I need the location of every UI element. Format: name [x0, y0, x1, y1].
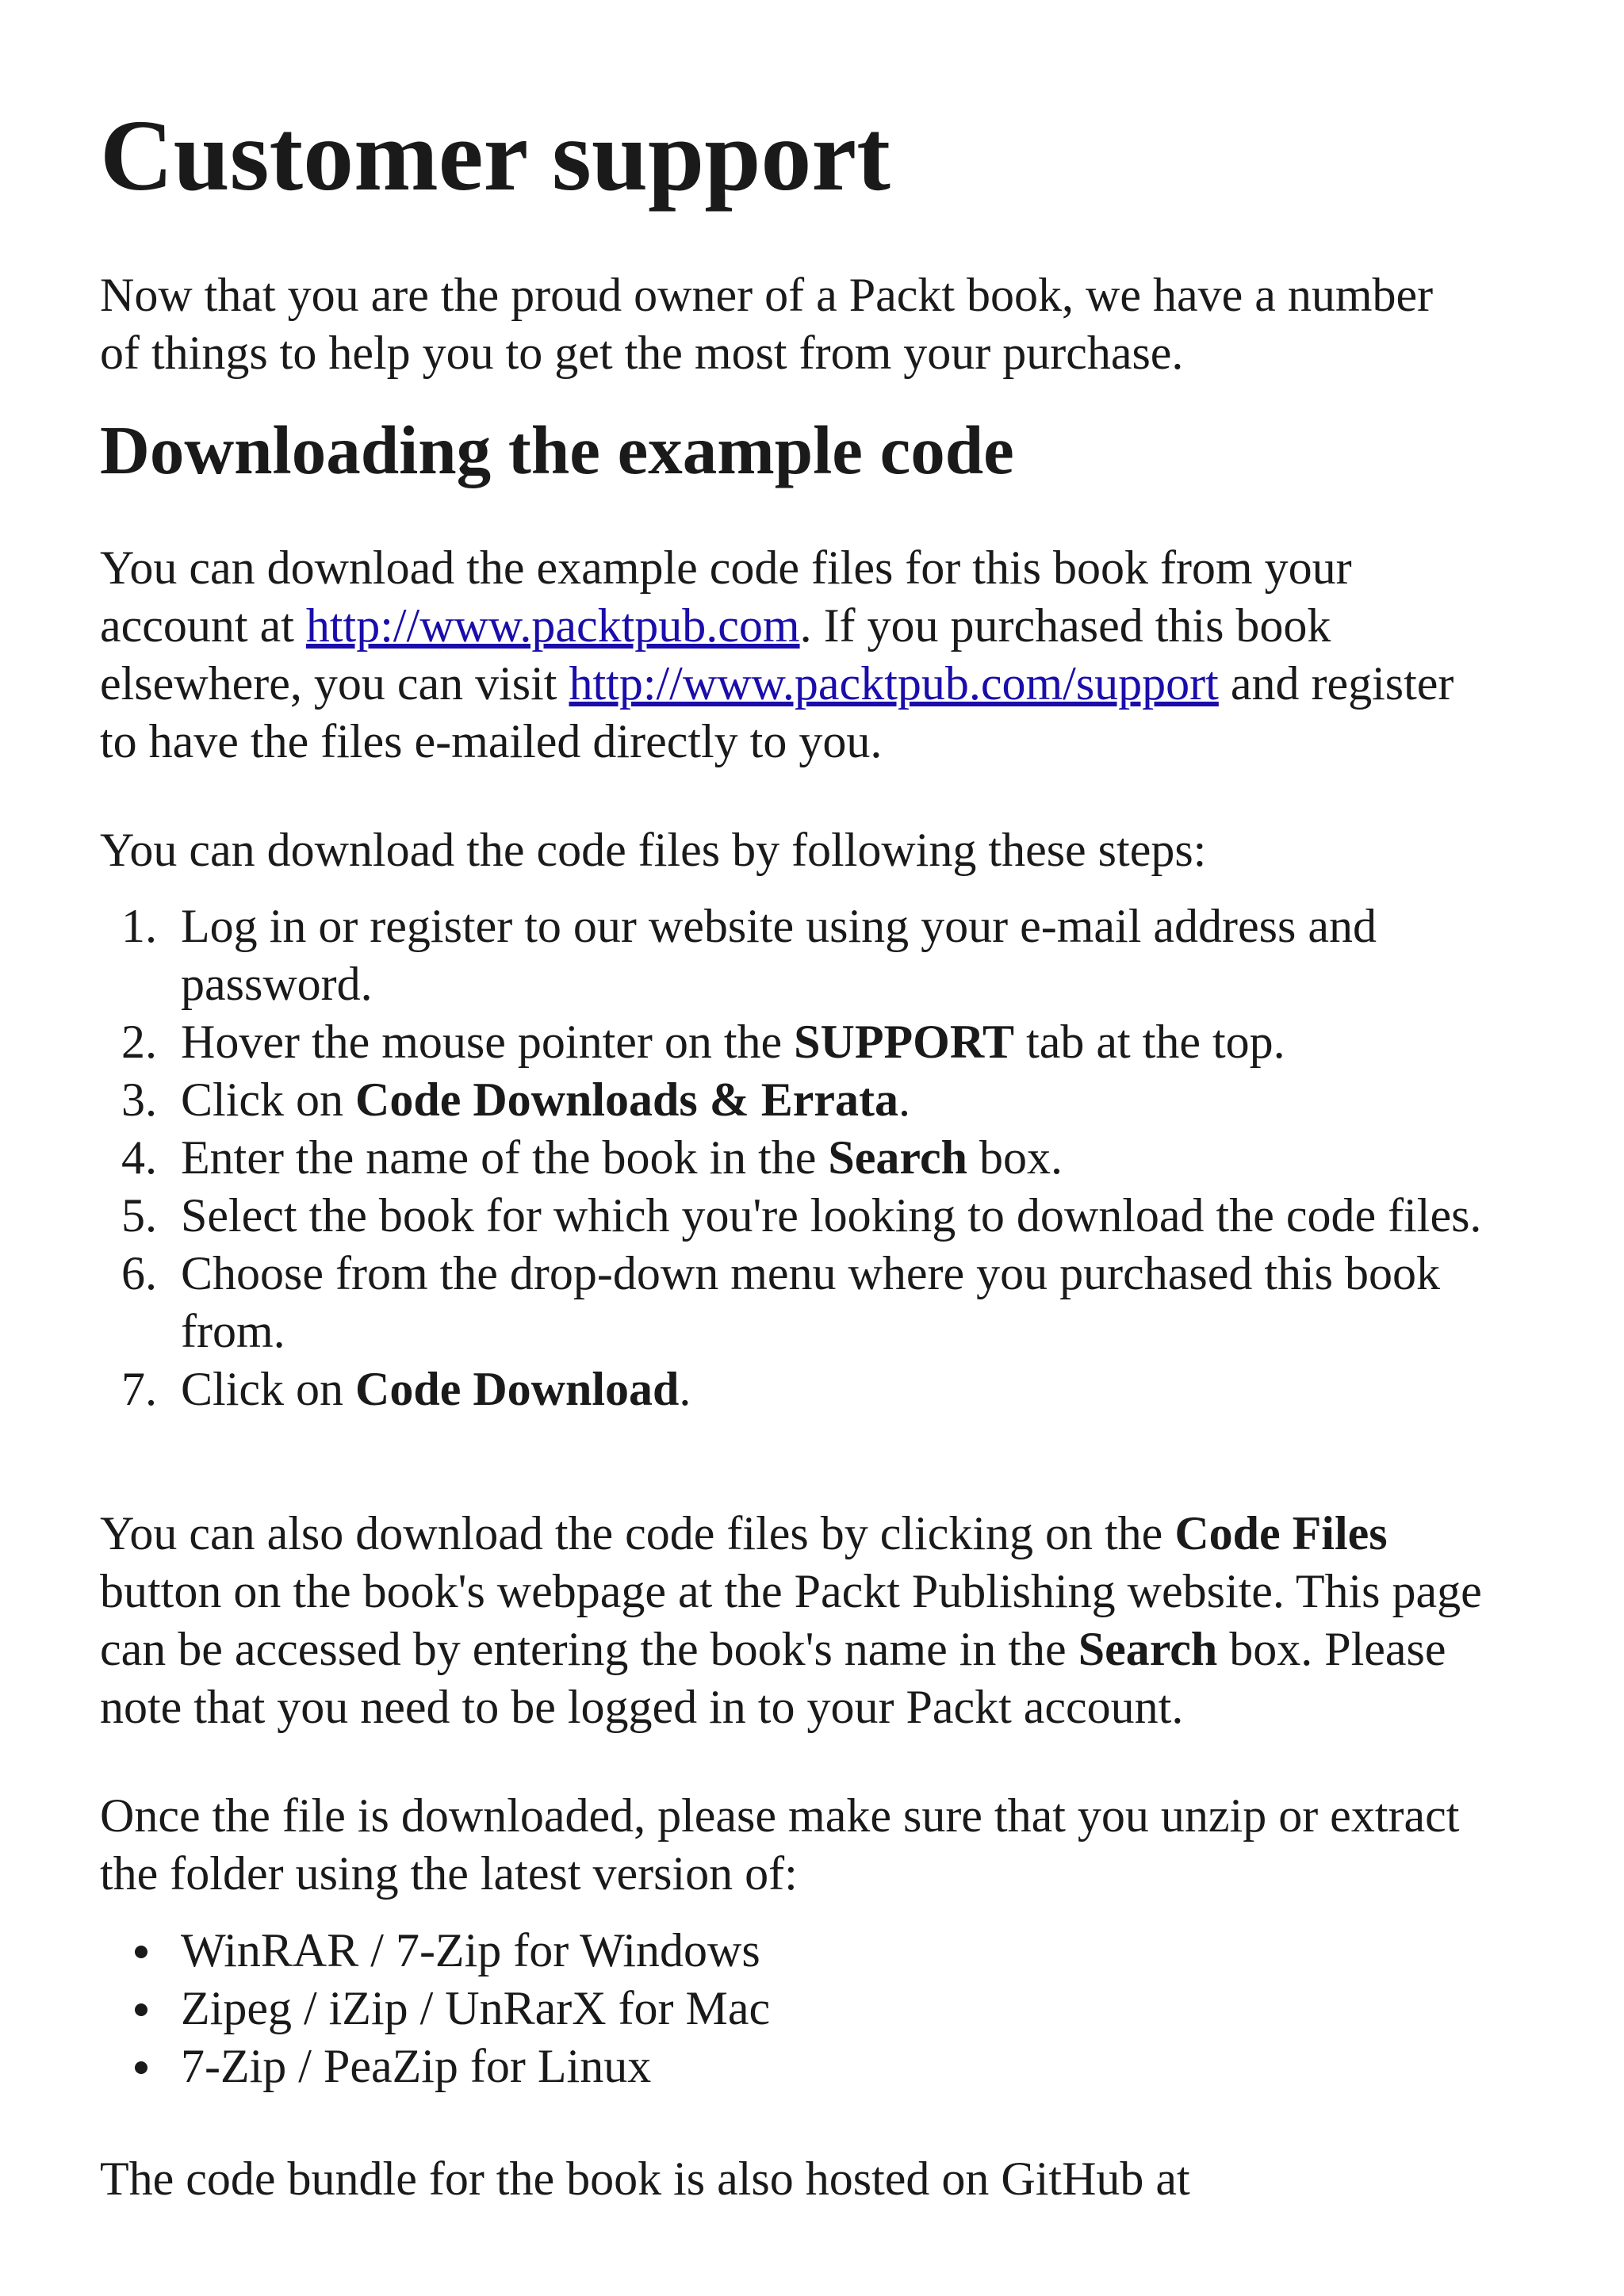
packtpub-support-link[interactable]: http://www.packtpub.com/support: [569, 657, 1219, 710]
step-number: 1.: [121, 900, 157, 952]
tools-list: [100, 1922, 770, 2095]
list-item: 7. Click on Code Download.: [100, 1360, 1481, 1418]
list-item: 1. Log in or register to our website using your e-mail address and password.: [100, 897, 1481, 1013]
intro-line: of things to help you to get the most from your purchase.: [100, 327, 1184, 379]
unzip-line: Once the file is downloaded, please make sure that you unzip or extract: [100, 1789, 1460, 1842]
list-item: 4. Enter the name of the book in the Search box.: [100, 1129, 1481, 1187]
intro-line: Now that you are the proud owner of a Packt book, we have a number: [100, 269, 1434, 321]
page-title: Customer support: [100, 99, 891, 212]
step-number: 5.: [121, 1189, 157, 1242]
download-line: elsewhere, you can visit http://www.packtpub.com/support and register: [100, 657, 1454, 710]
step-number: 7.: [121, 1363, 157, 1415]
code-files-line: note that you need to be logged in to your Packt account.: [100, 1681, 1184, 1733]
step-number: 4.: [121, 1131, 157, 1184]
steps-intro: You can download the code files by following these steps:: [100, 824, 1207, 876]
packtpub-link[interactable]: http://www.packtpub.com: [305, 599, 800, 652]
intro-paragraph: [100, 266, 1543, 382]
list-item: 2. Hover the mouse pointer on the SUPPORT tab at the top.: [100, 1013, 1481, 1071]
list-item: 5. Select the book for which you're looking to download the code files.: [100, 1187, 1481, 1245]
list-item: 6. Choose from the drop-down menu where you purchased this book from.: [100, 1245, 1481, 1360]
download-paragraph: [100, 539, 1543, 771]
step-number: 6.: [121, 1247, 157, 1299]
step-number: 3.: [121, 1073, 157, 1126]
github-paragraph: The code bundle for the book is also hosted on GitHub at: [100, 2152, 1190, 2205]
code-files-line: You can also download the code files by clicking on the Code Files: [100, 1507, 1388, 1559]
code-files-paragraph: [100, 1505, 1543, 1736]
list-item: 3. Click on Code Downloads & Errata.: [100, 1071, 1481, 1129]
step-number: 2.: [121, 1016, 157, 1068]
download-line: to have the files e-mailed directly to you.: [100, 715, 883, 767]
steps-list: [100, 897, 1481, 1418]
bullet-icon: [135, 2061, 147, 2074]
code-files-line: button on the book's webpage at the Packt Publishing website. This page: [100, 1565, 1482, 1617]
download-line: account at http://www.packtpub.com. If you purchased this book: [100, 599, 1331, 652]
list-item: WinRAR / 7-Zip for Windows: [100, 1922, 770, 1980]
bullet-icon: [135, 1946, 147, 1958]
bullet-icon: [135, 2003, 147, 2016]
unzip-paragraph: [100, 1787, 1543, 1903]
code-files-line: can be accessed by entering the book's name in the Search box. Please: [100, 1623, 1446, 1675]
section-heading: Downloading the example code: [100, 411, 1014, 488]
list-item: Zipeg / iZip / UnRarX for Mac: [100, 1980, 770, 2038]
download-line: You can download the example code files for this book from your: [100, 541, 1352, 594]
list-item: 7-Zip / PeaZip for Linux: [100, 2038, 770, 2095]
unzip-line: the folder using the latest version of:: [100, 1847, 798, 1900]
